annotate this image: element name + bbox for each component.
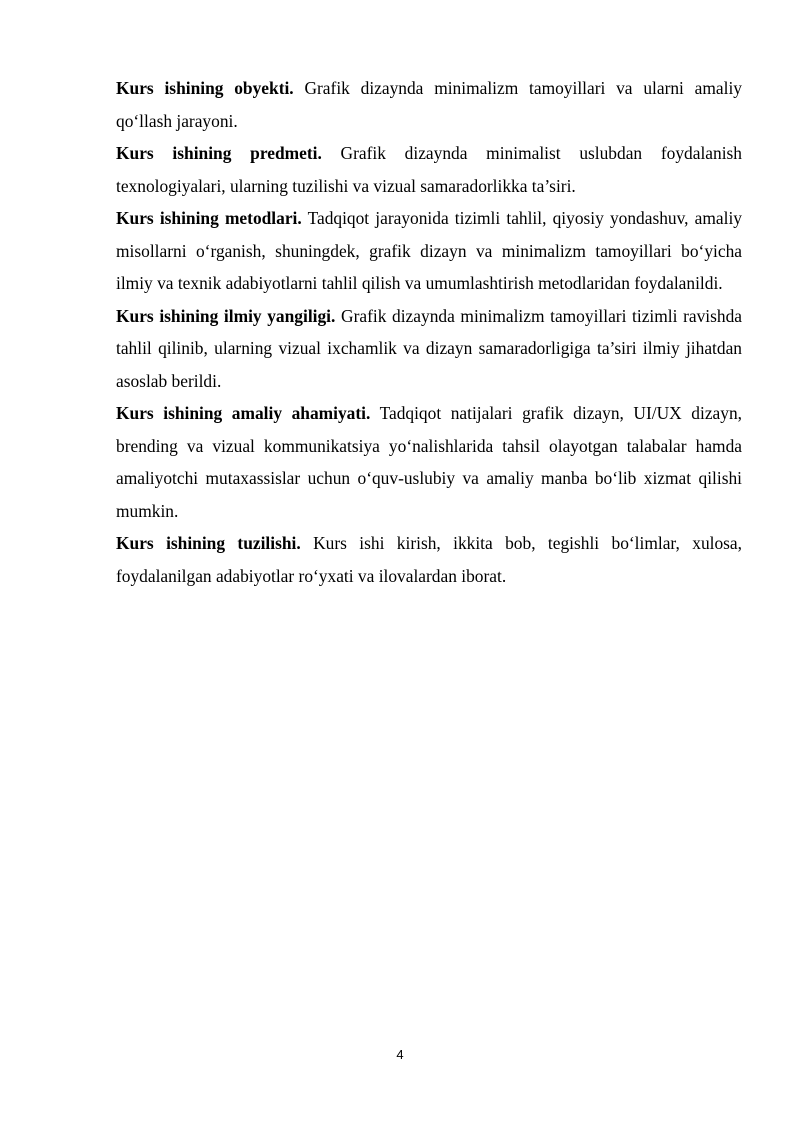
paragraph-structure xyxy=(116,527,742,592)
paragraph-text: Tadqiqot natijalari grafik dizayn, UI/UX dizayn, brending va vizual kommunikatsiya yo‘nalishlarida tahsil olayotgan talabalar hamda amaliyotchi mutaxassislar uchun o‘quv-uslubiy va amaliy manba bo‘lib xizmat qilishi mumkin. xyxy=(116,403,742,521)
paragraph-text: Tadqiqot jarayonida tizimli tahlil, qiyosiy yondashuv, amaliy misollarni o‘rganish, shuningdek, grafik dizayn va minimalizm tamoyillari bo‘yicha ilmiy va texnik adabiyotlarni tahlil qilish va umumlashtirish metodlaridan foydalanildi. xyxy=(116,208,742,293)
paragraph-practical-significance xyxy=(116,397,742,527)
paragraph-text: Grafik dizaynda minimalist uslubdan foydalanish texnologiyalari, ularning tuzilishi va vizual samaradorlikka ta’siri. xyxy=(116,143,742,196)
paragraph-text: Grafik dizaynda minimalizm tamoyillari va ularni amaliy qo‘llash jarayoni. xyxy=(116,78,742,131)
paragraph-heading: Kurs ishining ilmiy yangiligi. xyxy=(116,305,336,326)
page-number: 4 xyxy=(396,1047,404,1062)
paragraph-object xyxy=(116,72,742,137)
paragraph-text: Grafik dizaynda minimalizm tamoyillari tizimli ravishda tahlil qilinib, ularning vizual ixchamlik va dizayn samaradorligiga ta’siri ilmiy jihatdan asoslab berildi. xyxy=(116,305,742,391)
paragraph-subject xyxy=(116,137,742,202)
paragraph-heading: Kurs ishining metodlari. xyxy=(116,208,302,228)
paragraph-heading: Kurs ishining obyekti. xyxy=(116,78,294,98)
paragraph-heading: Kurs ishining amaliy ahamiyati. xyxy=(116,403,371,423)
paragraph-scientific-novelty xyxy=(116,300,742,398)
paragraph-heading: Kurs ishining tuzilishi. xyxy=(116,533,301,553)
document-body xyxy=(116,72,742,592)
paragraph-methods xyxy=(116,202,742,300)
paragraph-heading: Kurs ishining predmeti. xyxy=(116,143,322,163)
paragraph-text: Kurs ishi kirish, ikkita bob, tegishli bo‘limlar, xulosa, foydalanilgan adabiyotlar ro‘yxati va ilovalardan iborat. xyxy=(116,533,742,586)
